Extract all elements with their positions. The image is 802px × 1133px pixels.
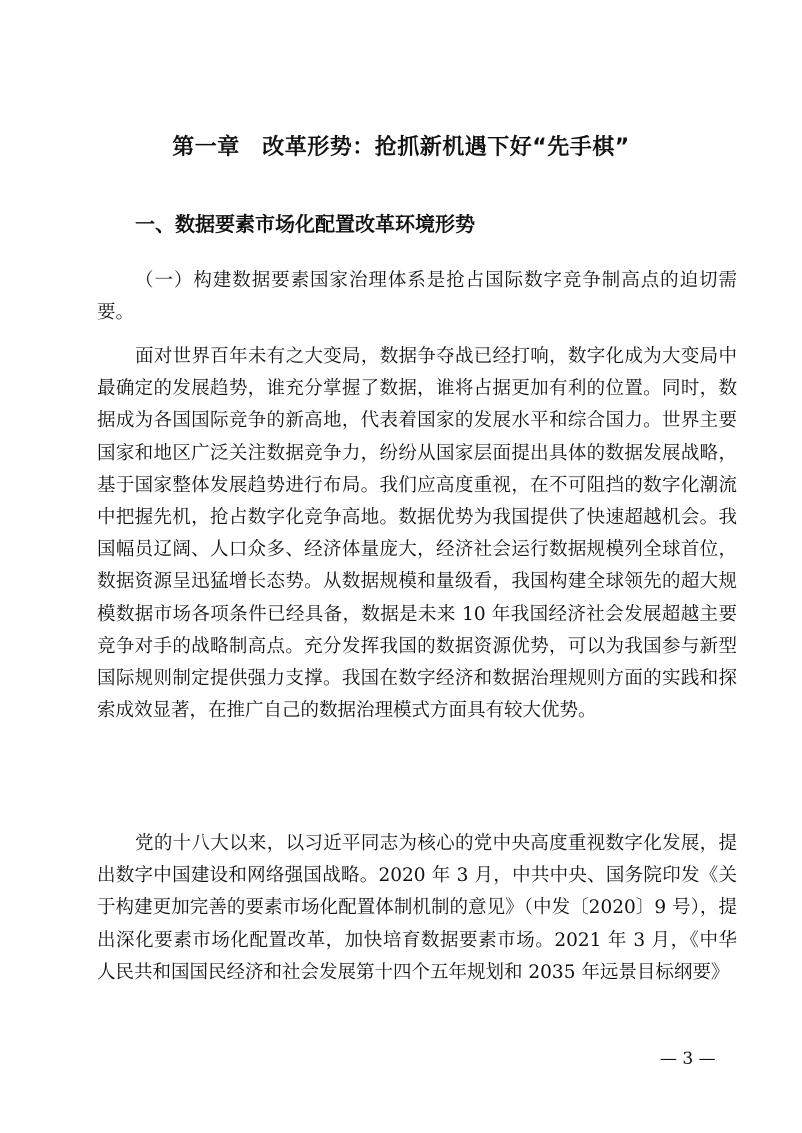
body-paragraph: 党的十八大以来，以习近平同志为核心的党中央高度重视数字化发展，提出数字中国建设和网络强国战略。2020 年 3 月，中共中央、国务院印发《关于构建更加完善的要素市场化配置体制机制的意见》（中发〔2020〕9 号），提出深化要素市场化配置改革，加快培育数据要素市场。2021 年 3 月，《中华人民共和国国民经济和社会发展第十四个五年规划和 2035 年远景目标纲要》 — [97, 833, 737, 983]
subsection-title: （一）构建数据要素国家治理体系是抢占国际数字竞争制高点的迫切需要。 — [97, 270, 737, 323]
page-number: — 3 — — [660, 1049, 716, 1069]
body-paragraph: 面对世界百年未有之大变局，数据争夺战已经打响，数字化成为大变局中最确定的发展趋势，谁充分掌握了数据，谁将占据更加有利的位置。同时，数据成为各国国际竞争的新高地，代表着国家的发展水平和综合国力。世界主要国家和地区广泛关注数据竞争力，纷纷从国家层面提出具体的数据发展战略，基于国家整体发展趋势进行布局。我们应高度重视，在不可阻挡的数字化潮流中把握先机，抢占数字化竞争高地。数据优势为我国提供了快速超越机会。我国幅员辽阔、人口众多、经济体量庞大，经济社会运行数据规模列全球首位，数据资源呈迅猛增长态势。从数据规模和量级看，我国构建全球领先的超大规模数据市场各项条件已经具备，数据是未来 10 年我国经济社会发展超越主要竞争对手的战略制高点。充分发挥我国的数据资源优势，可以为我国参与新型国际规则制定提供强力支撑。我国在数字经济和数据治理规则方面的实践和探索成效显著，在推广自己的数据治理模式方面具有较大优势。 — [97, 346, 737, 722]
section-title: 一、数据要素市场化配置改革环境形势 — [135, 212, 475, 236]
chapter-title: 第一章 改革形势：抢抓新机遇下好“先手棋” — [172, 135, 630, 160]
